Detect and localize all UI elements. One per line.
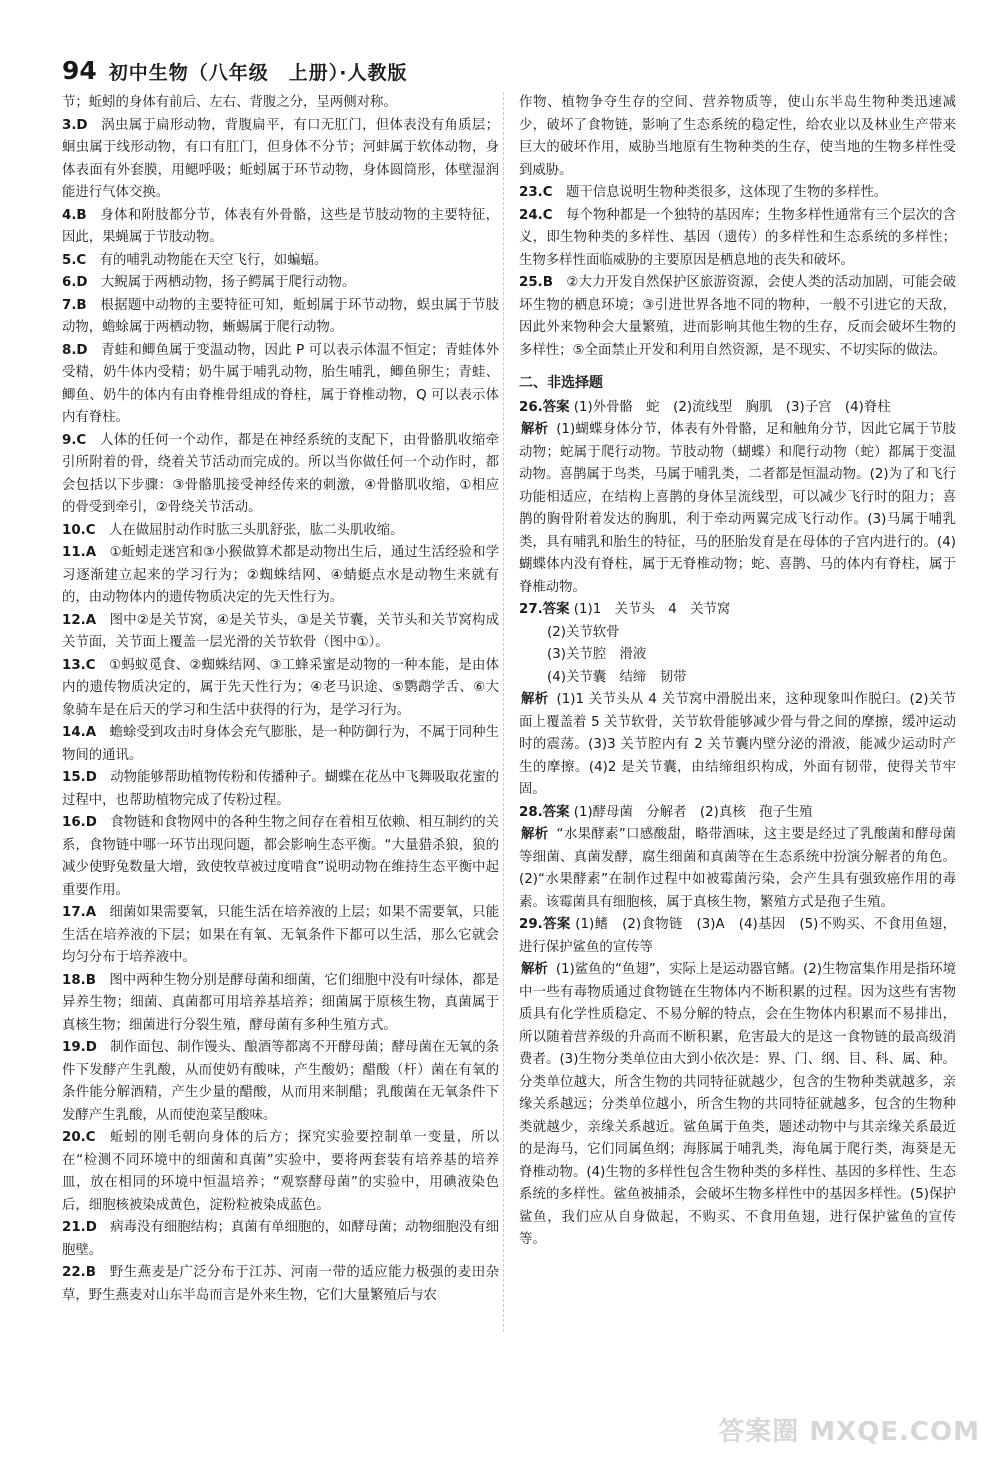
explanation-text: 涡虫属于扁形动物，背腹扁平，有口无肛门，但体表没有角质层；蛔虫属于线形动物，有口有肛门，但身体不分节；河蚌属于软体动物，身体表面有外套膜，用鳃呼吸；蚯蚓属于环节动物，身体圆筒形，体壁湿润能进行气体交换。 bbox=[62, 117, 499, 200]
question-number: 25.B bbox=[519, 275, 553, 290]
explanation-text: ①蚂蚁觅食、②蜘蛛结网、③工蜂采蜜是动物的一种本能，是由体内的遗传物质决定的，属于先天性行为；④老马识途、⑤鹦鹉学舌、⑥大象骑车是在后天的学习和生活中获得的行为，是学习行为。 bbox=[62, 657, 499, 718]
q28-analysis bbox=[519, 824, 956, 914]
explanation-text: ①蚯蚓走迷宫和③小猴做算术都是动物出生后，通过生活经验和学习逐渐建立起来的学习行为；②蜘蛛结网、④蜻蜓点水是动物生来就有的，由动物体内的遗传物质决定的先天性行为。 bbox=[62, 545, 499, 605]
explanation-text: 节；蚯蚓的身体有前后、左右、背腹之分，呈两侧对称。 bbox=[62, 95, 397, 110]
question-number: 29. bbox=[519, 917, 543, 932]
answer-line: (2)关节软骨 bbox=[547, 624, 620, 640]
page-header bbox=[62, 56, 408, 85]
question-number: 12.A bbox=[62, 612, 97, 628]
answer-item bbox=[62, 250, 499, 273]
answer-item bbox=[62, 722, 499, 767]
question-number: 6.D bbox=[62, 275, 88, 290]
explanation-text: 根据题中动物的主要特征可知，蚯蚓属于环节动物，蜈虫属于节肢动物，蟾蜍属于两栖动物，蜥蜴属于爬行动物。 bbox=[62, 297, 499, 335]
question-number: 22.B bbox=[62, 1265, 96, 1280]
q29-analysis bbox=[519, 959, 956, 1252]
left-column bbox=[62, 92, 499, 1307]
question-number: 27. bbox=[519, 602, 543, 617]
explanation-text: 身体和附肢都分节，体表有外骨骼，这些是节肢动物的主要特征，因此，果蝇属于节肢动物。 bbox=[62, 207, 499, 245]
answer-line: (1)1 关节头 4 关节窝 bbox=[573, 602, 731, 617]
q26-analysis bbox=[519, 419, 956, 599]
answer-item bbox=[519, 272, 956, 362]
answer-item bbox=[62, 205, 499, 250]
answer-text: (1)外骨骼 蛇 (2)流线型 胸肌 (3)子宫 (4)脊柱 bbox=[573, 399, 891, 415]
question-number: 11.A bbox=[62, 545, 97, 560]
analysis-label: 解析 bbox=[521, 692, 549, 707]
answer-item bbox=[62, 610, 499, 655]
answer-item bbox=[62, 902, 499, 970]
answer-label: 答案 bbox=[542, 399, 570, 415]
explanation-text: 青蛙和鲫鱼属于变温动物，因此 P 可以表示体温不恒定；青蛙体外受精，奶牛体内受精；奶牛属于哺乳动物，胎生哺乳，鲫鱼卵生；青蛙、鲫鱼、奶牛的体内有由脊椎骨组成的脊柱，属于脊椎动物，Q 可以表示体内有脊柱。 bbox=[62, 342, 499, 425]
answer-item bbox=[62, 115, 499, 205]
analysis-text: (1)1 关节头从 4 关节窝中滑脱出来，这种现象叫作脱臼。(2)关节面上覆盖着 5 关节软骨，关节软骨能够减少骨与骨之间的摩擦，缓冲运动时的震荡。(3)3 关节腔内有 2 关节囊内壁分泌的滑液，能减少运动时产生的摩擦。(4)2 是关节囊，由结缔组织构成，外面有韧带，使得关节牢固。 bbox=[519, 692, 956, 797]
question-number: 21.D bbox=[62, 1220, 97, 1235]
answer-item bbox=[62, 92, 499, 115]
analysis-text: (1)鲨鱼的“鱼翅”，实际上是运动器官鳍。(2)生物富集作用是指环境中一些有毒物质通过食物链在生物体内不断积累的过程。因为这些有害物质具有化学性质稳定、不易分解的特点，会在生物体内积累而不易排出，所以随着营养级的升高而不断积累，危害最大的是这一食物链的最高级消费者。(3)生物分类单位由大到小依次是：界、门、纲、目、科、属、种。分类单位越大，所含生物的共同特征就越少，包含的生物种类就越多，亲缘关系越远；分类单位越小，所含生物的共同特征就越多，包含的生物种类就越少，亲缘关系越近。鲨鱼属于鱼类，题述动物中与其亲缘关系最近的是海马，它们同属鱼纲；海豚属于哺乳类，海龟属于爬行类，海葵是无脊椎动物。(4)生物的多样性包含生物种类的多样性、基因的多样性、生态系统的多样性。鲨鱼被捕杀，会破坏生物多样性中的基因多样性。(5)保护鲨鱼，我们应从自身做起，不购买、不食用鱼翅，进行保护鲨鱼的宣传等。 bbox=[519, 962, 957, 1247]
q27-answer bbox=[519, 599, 956, 622]
watermark-logo: 答案圈 MXQE.COM bbox=[718, 1417, 980, 1447]
answer-item bbox=[62, 295, 499, 340]
answer-text: (1)鳍 (2)食物链 (3)A (4)基因 (5)不购买、不食用鱼翅，进行保护鲨鱼的宣传等 bbox=[519, 917, 957, 955]
book-title: 初中生物（八年级 上册）·人教版 bbox=[108, 62, 408, 84]
question-number: 16.D bbox=[62, 815, 97, 830]
question-number: 18.B bbox=[62, 972, 96, 988]
answer-item bbox=[62, 655, 499, 723]
explanation-text: 大鲵属于两栖动物，扬子鳄属于爬行动物。 bbox=[100, 275, 356, 290]
answer-line: (4)关节囊 结缔 韧带 bbox=[547, 669, 687, 685]
explanation-text: 野生燕麦是广泛分布于江苏、河南一带的适应能力极强的麦田杂草，野生燕麦对山东半岛而言是外来生物，它们大量繁殖后与农 bbox=[62, 1265, 499, 1303]
explanation-text: 题干信息说明生物种类很多，这体现了生物的多样性。 bbox=[565, 185, 888, 200]
question-number: 28. bbox=[519, 804, 543, 820]
question-number: 26. bbox=[519, 399, 543, 415]
q29-answer bbox=[519, 914, 956, 959]
section-title: 二、非选择题 bbox=[519, 375, 603, 391]
explanation-text: 食物链和食物网中的各种生物之间存在着相互依赖、相互制约的关系，食物链中哪一环节出现问题，都会影响生态平衡。“大量猎杀狼，狼的减少使野兔数量大增，致使牧草被过度啃食”说明动物在维持生态平衡中起重要作用。 bbox=[62, 815, 499, 898]
explanation-text: ②大力开发自然保护区旅游资源，会使人类的活动加剧，可能会破坏生物的栖息环境；③引进世界各地不同的物种，一般不引进它的天敌，因此外来物种会大量繁殖，进而影响其他生物的生存，反而会破坏生物的多样性；⑤全面禁止开发和利用自然资源，是不现实、不切实际的做法。 bbox=[519, 275, 956, 358]
q28-answer bbox=[519, 802, 956, 825]
analysis-label: 解析 bbox=[521, 827, 549, 842]
right-column bbox=[519, 92, 956, 1252]
answer-item bbox=[62, 812, 499, 902]
analysis-text: “水果酵素”口感酸甜，略带酒味，这主要是经过了乳酸菌和酵母菌等细菌、真菌发酵，腐生细菌和真菌等在生态系统中扮演分解者的角色。(2)“水果酵素”在制作过程中如被霉菌污染，会产生具有强致癌作用的毒素。该霉菌具有细胞核，属于真核生物，繁殖方式是孢子生殖。 bbox=[519, 827, 957, 910]
q27-analysis bbox=[519, 689, 956, 802]
analysis-label: 解析 bbox=[521, 962, 548, 977]
question-number: 20.C bbox=[62, 1130, 96, 1145]
explanation-text: 图中两种生物分别是酵母菌和细菌，它们细胞中没有叶绿体，都是异养生物；细菌、真菌都可用培养基培养；细菌属于原核生物，真菌属于真核生物；细菌进行分裂生殖，酵母菌有多种生殖方式。 bbox=[62, 972, 499, 1033]
answer-item bbox=[62, 1262, 499, 1307]
explanation-text: 动物能够帮助植物传粉和传播种子。蝴蝶在花丛中飞舞吸取花蜜的过程中，也帮助植物完成了传粉过程。 bbox=[62, 770, 499, 808]
answer-item bbox=[62, 520, 499, 543]
answer-item bbox=[62, 1037, 499, 1127]
answer-item bbox=[62, 1127, 499, 1217]
answer-item bbox=[62, 430, 499, 520]
answer-item bbox=[62, 340, 499, 430]
question-number: 10.C bbox=[62, 522, 96, 538]
explanation-text: 人在做屈肘动作时肱三头肌舒张，肱二头肌收缩。 bbox=[108, 522, 404, 538]
question-number: 23.C bbox=[519, 185, 553, 200]
answer-label: 答案 bbox=[542, 804, 570, 820]
explanation-text: 人体的任何一个动作，都是在神经系统的支配下，由骨骼肌收缩牵引所附着的骨，绕着关节活动而完成的。所以当你做任何一个动作时，都会包括以下步骤：③骨骼肌接受神经传来的刺激，④骨骼肌收缩，①相应的骨受到牵引，②骨绕关节活动。 bbox=[62, 432, 499, 515]
page-number: 94 bbox=[62, 56, 97, 85]
answer-label: 答案 bbox=[542, 602, 570, 617]
answer-label: 答案 bbox=[542, 917, 571, 932]
explanation-text: 细菌如果需要氧，只能生活在培养液的上层；如果不需要氧，只能生活在培养液的下层；如果在有氧、无氧条件下都可以生活，那么它就会均匀分布于培养液中。 bbox=[62, 905, 499, 965]
answer-item bbox=[62, 272, 499, 295]
question-number: 19.D bbox=[62, 1040, 97, 1055]
question-number: 3.D bbox=[62, 117, 88, 133]
question-number: 14.A bbox=[62, 725, 97, 740]
question-number: 17.A bbox=[62, 905, 97, 920]
question-number: 5.C bbox=[62, 252, 87, 268]
answer-item bbox=[62, 542, 499, 610]
answer-item bbox=[519, 92, 956, 182]
q26-answer bbox=[519, 397, 956, 420]
question-number: 8.D bbox=[62, 342, 88, 358]
answer-item bbox=[519, 182, 956, 205]
column-divider bbox=[503, 92, 504, 1332]
explanation-text: 制作面包、制作馒头、酿酒等都离不开酵母菌；酵母菌在无氧的条件下发酵产生乳酸，从而使奶有酸味，产生酸奶；醋酸（杆）菌在有氧的条件能分解酒精，产生少量的醋酸，从而用来制醋；乳酸菌在无氧条件下发酵产生乳酸，从而使泡菜呈酸味。 bbox=[62, 1040, 499, 1123]
answer-item bbox=[519, 205, 956, 273]
explanation-text: 有的哺乳动物能在天空飞行，如蝙蝠。 bbox=[99, 252, 328, 268]
right-top-items bbox=[519, 92, 956, 362]
answer-text: (1)酵母菌 分解者 (2)真核 孢子生殖 bbox=[573, 804, 813, 820]
explanation-text: 每个物种都是一个独特的基因库；生物多样性通常有三个层次的含义，即生物种类的多样性、基因（遗传）的多样性和生态系统的多样性；生物多样性面临威胁的主要原因是栖息地的丧失和破坏。 bbox=[519, 207, 956, 268]
question-number: 4.B bbox=[62, 207, 87, 223]
explanation-text: 作物、植物争夺生存的空间、营养物质等，使山东半岛生物种类迅速减少，破坏了食物链，影响了生态系统的稳定性，给农业以及林业生产带来巨大的破坏作用，威胁当地原有生物种类的生存，使当地的生物多样性受到威胁。 bbox=[519, 95, 956, 178]
answer-line: (3)关节腔 滑液 bbox=[547, 647, 647, 662]
answer-item bbox=[62, 970, 499, 1038]
answer-item bbox=[62, 1217, 499, 1262]
question-number: 24.C bbox=[519, 207, 553, 223]
question-number: 9.C bbox=[62, 432, 87, 448]
explanation-text: 蟾蜍受到攻击时身体会充气膨胀，是一种防御行为，不属于同种生物间的通讯。 bbox=[62, 725, 499, 763]
analysis-text: (1)蝴蝶身体分节，体表有外骨骼，足和触角分节，因此它属于节肢动物；蛇属于爬行动物。节肢动物（蝴蝶）和爬行动物（蛇）都属于变温动物。喜鹊属于鸟类，马属于哺乳类，二者都是恒温动物。(2)为了和飞行功能相适应，在结构上喜鹊的身体呈流线型，可以减少飞行时的阻力；喜鹊的胸骨附着发达的胸肌，利于牵动两翼完成飞行动作。(3)马属于哺乳类，具有哺乳和胎生的特征，马的胚胎发育是在母体的子宫内进行的。(4)蝴蝶体内没有脊柱，属于无脊椎动物；蛇、喜鹊、马的体内有脊柱，属于脊椎动物。 bbox=[519, 422, 956, 595]
answer-item bbox=[62, 767, 499, 812]
analysis-label: 解析 bbox=[521, 422, 549, 437]
question-number: 7.B bbox=[62, 297, 87, 313]
question-number: 13.C bbox=[62, 657, 96, 673]
explanation-text: 蚯蚓的刚毛朝向身体的后方；探究实验要控制单一变量，所以在“检测不同环境中的细菌和真菌”实验中，要将两套装有培养基的培养皿，放在相同的环境中恒温培养；“观察酵母菌”的实验中，用碘液染色后，细胞核被染成黄色，淀粉粒被染成蓝色。 bbox=[62, 1130, 499, 1213]
question-number: 15.D bbox=[62, 770, 97, 785]
explanation-text: 图中②是关节窝，④是关节头，③是关节囊，关节头和关节窝构成关节面，关节面上覆盖一层光滑的关节软骨（图中①）。 bbox=[62, 612, 499, 650]
explanation-text: 病毒没有细胞结构；真菌有单细胞的，如酵母菌；动物细胞没有细胞壁。 bbox=[62, 1220, 499, 1258]
